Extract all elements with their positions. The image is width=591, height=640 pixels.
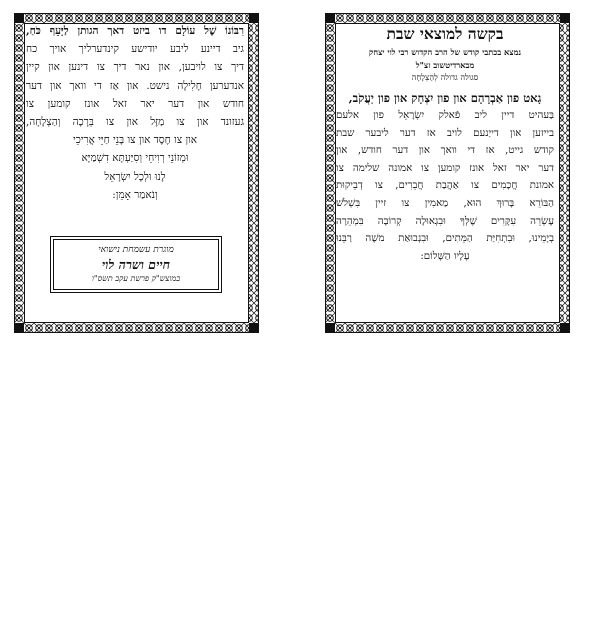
- prayer-line: לָנוּ וּלְכָל יִשְׂרָאֵל: [104, 170, 166, 183]
- prayer-line: דיך צו לויבען, און נאר דיך צו דינען און קיין: [26, 61, 244, 74]
- dedication-box: [50, 236, 222, 293]
- prayer-line: הַבּוֹרֵא בָּרוּךְ הוּא, מַאמִין צו זיין בִּשְׁלֹשׁ: [336, 197, 554, 209]
- prayer-line: חודש און דער יאר זאל אונז קומען צו: [26, 97, 244, 110]
- prayer-line: געזונד און צו מַזָּל און צו בְּרָכָה וְהַצְלָחָה,: [26, 116, 244, 129]
- prayer-line: גיב דיינע ליבע יודישע קינדערליך אויך כח: [26, 43, 244, 56]
- prayer-line: וּמְזוֹנֵי רְוִיחֵי וְסִיַּעְתָּא דִשְׁמַיָּא: [81, 152, 189, 165]
- prayer-line: דער יאר זאל אונז קומען צו אמונה שלימה צו: [336, 162, 554, 174]
- prayer-line: אנדערען חָלִילָה נישט. און אַז די וואך און דער: [26, 79, 244, 92]
- prayer-source-town: מבארדיטשוב זצ"ל: [415, 59, 475, 70]
- dedication-inner-frame: [53, 239, 219, 290]
- prayer-line: וְנֹאמַר אָמֵן:: [112, 188, 158, 201]
- prayer-line: קודש גייט, אז די וואך און דער חודש, און: [336, 145, 554, 157]
- prayer-line: רִבּוֹנוֹ שֶׁל עוֹלָם דו ביזט דאך הגותן לַיָּעֵף כֹּחַ,: [26, 25, 244, 37]
- prayer-line: עֶשְׂרֵה עִקָּרִים שֶׁלְּךָ וּבִגְאוּלָה קְרוֹבָה בִּמְהֵרָה: [336, 215, 554, 227]
- left-prayer-text: [26, 22, 244, 204]
- dedication-date: במוצש"ק פרשת עקב תשס"ו: [91, 274, 181, 283]
- prayer-line: בְיָמֵינוּ, וּבִתְחִיַּת הַמֵּתִים, וּבִנְבוּאַת משֶׁה רַבֵּנוּ: [336, 233, 554, 245]
- prayer-heading: גָאט פון אַבְרָהָם און פון יִצְחָק און פון יַעֲקֹב,: [348, 91, 542, 105]
- prayer-title: בקשה למוצאי שבת: [386, 24, 504, 43]
- prayer-line: און צו חֶסֶד און צו בָּנֵי חַיֵּי אֲרִיכֵי: [72, 134, 198, 147]
- prayer-line: עָלָיו הַשָּׁלוֹם:: [420, 250, 470, 262]
- prayer-line: בייזען און דייַנעם לויב אז דער ליבער שבת: [336, 127, 554, 139]
- prayer-line: אמונת חֲכָמִים צו אַהֲבַת חֲבֵרִים, צו דְבֵיקוּת: [336, 180, 554, 192]
- dedication-names: חיים ושרה לוי: [101, 257, 171, 272]
- dedication-caption: מוגרת עשמחת נישואי: [98, 245, 174, 255]
- right-prayer-text: [336, 22, 554, 265]
- prayer-line: בַּעהיט דיין ליב פֿאלק יִשְׂרָאֵל פון אלעם: [336, 110, 554, 121]
- prayer-source: נמצא בכתבי קודש של הרב הקדוש רבי לוי יצחק: [368, 47, 522, 57]
- prayer-segulah: סגולה גדולה לְהַצְלָחָה: [411, 72, 479, 82]
